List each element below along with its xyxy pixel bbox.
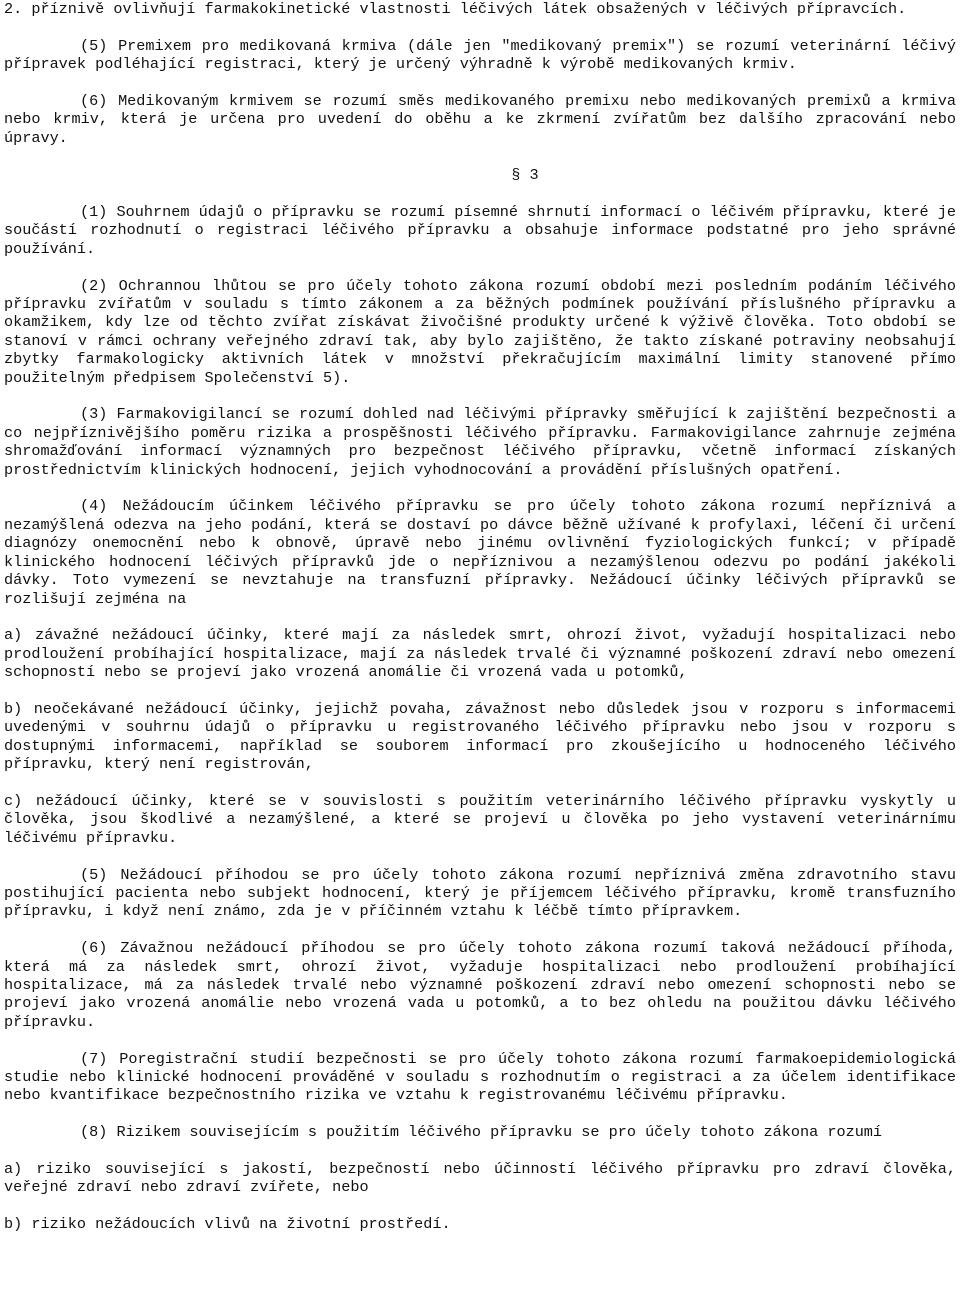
section-number: 3 [529, 165, 539, 184]
paragraph-3-6: (6) Závažnou nežádoucí příhodou se pro účely tohoto zákona rozumí taková nežádoucí příhoda, která má za následek smrt, ohrozí život, vyžaduje hospitalizaci nebo prodloužení probíhající hospitalizace, má za následek trvalé nebo významné poškození zdraví nebo omezení schopnosti nebo se projeví jako vrozená anomálie nebo vrozená vada u potomků, a to bez ohledu na použitou dávku léčivého přípravku. [4, 939, 956, 1031]
paragraph-2-5: (5) Premixem pro medikovaná krmiva (dále jen "medikovaný premix") se rozumí veterinární léčivý přípravek podléhající registraci, který je určený výhradně k výrobě medikovaných krmiv. [4, 36, 956, 74]
paragraph-3-4: (4) Nežádoucím účinkem léčivého přípravku se pro účely tohoto zákona rozumí nepříznivá a nezamýšlená odezva na jeho podání, která se dostaví po dávce běžně užívané k profylaxi, léčení či určení diagnózy onemocnění nebo k obnově, úpravě nebo jinému ovlivnění fyziologických funkcí; v případě klinického hodnocení léčivých přípravků jde o nepříznivou a nezamýšlenou odezvu po podání jakékoli dávky. Toto vymezení se nevztahuje na transfuzní přípravky. Nežádoucí účinky léčivých přípravků se rozlišují zejména na [4, 497, 956, 608]
section-heading [4, 166, 956, 185]
paragraph-3-5: (5) Nežádoucí příhodou se pro účely tohoto zákona rozumí nepříznivá změna zdravotního stavu postihující pacienta nebo subjekt hodnocení, který je příjemcem léčivého přípravku, kromě transfuzního přípravku, i když není známo, zda je v příčinném vztahu k léčbě tímto přípravkem. [4, 865, 956, 921]
paragraph-3-7: (7) Poregistrační studií bezpečnosti se pro účely tohoto zákona rozumí farmakoepidemiologická studie nebo klinické hodnocení prováděné v souladu s rozhodnutím o registraci a za účelem identifikace nebo kvantifikace bezpečnostního rizika ve vztahu k registrovanému léčivému přípravku. [4, 1049, 956, 1105]
paragraph-intro: 2. příznivě ovlivňují farmakokinetické vlastnosti léčivých látek obsažených v léčivých přípravcích. [4, 0, 907, 18]
list-item-8b: b) riziko nežádoucích vlivů na životní prostředí. [4, 1215, 451, 1234]
list-item-a: a) závažné nežádoucí účinky, které mají za následek smrt, ohrozí život, vyžadují hospitalizaci nebo prodloužení probíhající hospitalizace, mají za následek trvalé či významné poškození zdraví nebo omezení schopností nebo se projeví jako vrozená anomálie či vrozená vada u potomků, [4, 626, 956, 682]
list-item-c: c) nežádoucí účinky, které se v souvislosti s použitím veterinárního léčivého přípravku vyskytly u člověka, jsou škodlivé a nezamýšlené, a které se projeví u člověka po jeho vystavení veterinárnímu léčivému přípravku. [4, 791, 956, 847]
paragraph-3-8: (8) Rizikem souvisejícím s použitím léčivého přípravku se pro účely tohoto zákona rozumí [80, 1123, 883, 1142]
paragraph-3-2: (2) Ochrannou lhůtou se pro účely tohoto zákona rozumí období mezi posledním podáním léčivého přípravku zvířatům v souladu s tímto zákonem a za běžných podmínek používání příslušného přípravku a okamžikem, kdy lze od těchto zvířat získávat živočišné produkty určené k výživě člověka. Toto období se stanoví v rámci ochrany veřejného zdraví tak, aby bylo zajištěno, že takto získané potraviny neobsahují zbytky farmakologicky aktivních látek v množství překračujícím maximální limity stanovené přímo použitelným předpisem Společenství 5). [4, 276, 956, 387]
list-item-b: b) neočekávané nežádoucí účinky, jejichž povaha, závažnost nebo důsledek jsou v rozporu s informacemi uvedenými v souhrnu údajů o přípravku u registrovaného léčivého přípravku nebo jsou v rozporu s dostupnými informacemi, například se souborem informací pro zkoušejícího u hodnoceného léčivého přípravku, který není registrován, [4, 699, 956, 774]
section-symbol: § [511, 166, 521, 184]
list-item-8a: a) riziko související s jakostí, bezpečností nebo účinností léčivého přípravku pro zdraví člověka, veřejné zdraví nebo zdraví zvířete, nebo [4, 1159, 956, 1197]
paragraph-3-3: (3) Farmakovigilancí se rozumí dohled nad léčivými přípravky směřující k zajištění bezpečnosti a co nejpříznivějšího poměru rizika a prospěšnosti léčivého přípravku. Farmakovigilance zahrnuje zejména shromažďování informací významných pro bezpečnost léčivého přípravku, včetně informací získaných prostřednictvím klinických hodnocení, jejich vyhodnocování a provádění příslušných opatření. [4, 405, 956, 479]
paragraph-3-1: (1) Souhrnem údajů o přípravku se rozumí písemné shrnutí informací o léčivém přípravku, které je součástí rozhodnutí o registraci léčivého přípravku a obsahuje informace podstatné pro jeho správné používání. [4, 203, 956, 258]
paragraph-2-6: (6) Medikovaným krmivem se rozumí směs medikovaného premixu nebo medikovaných premixů a krmiva nebo krmiv, která je určena pro uvedení do oběhu a ke zkrmení zvířatům bez dalšího zpracování nebo úpravy. [4, 92, 956, 147]
